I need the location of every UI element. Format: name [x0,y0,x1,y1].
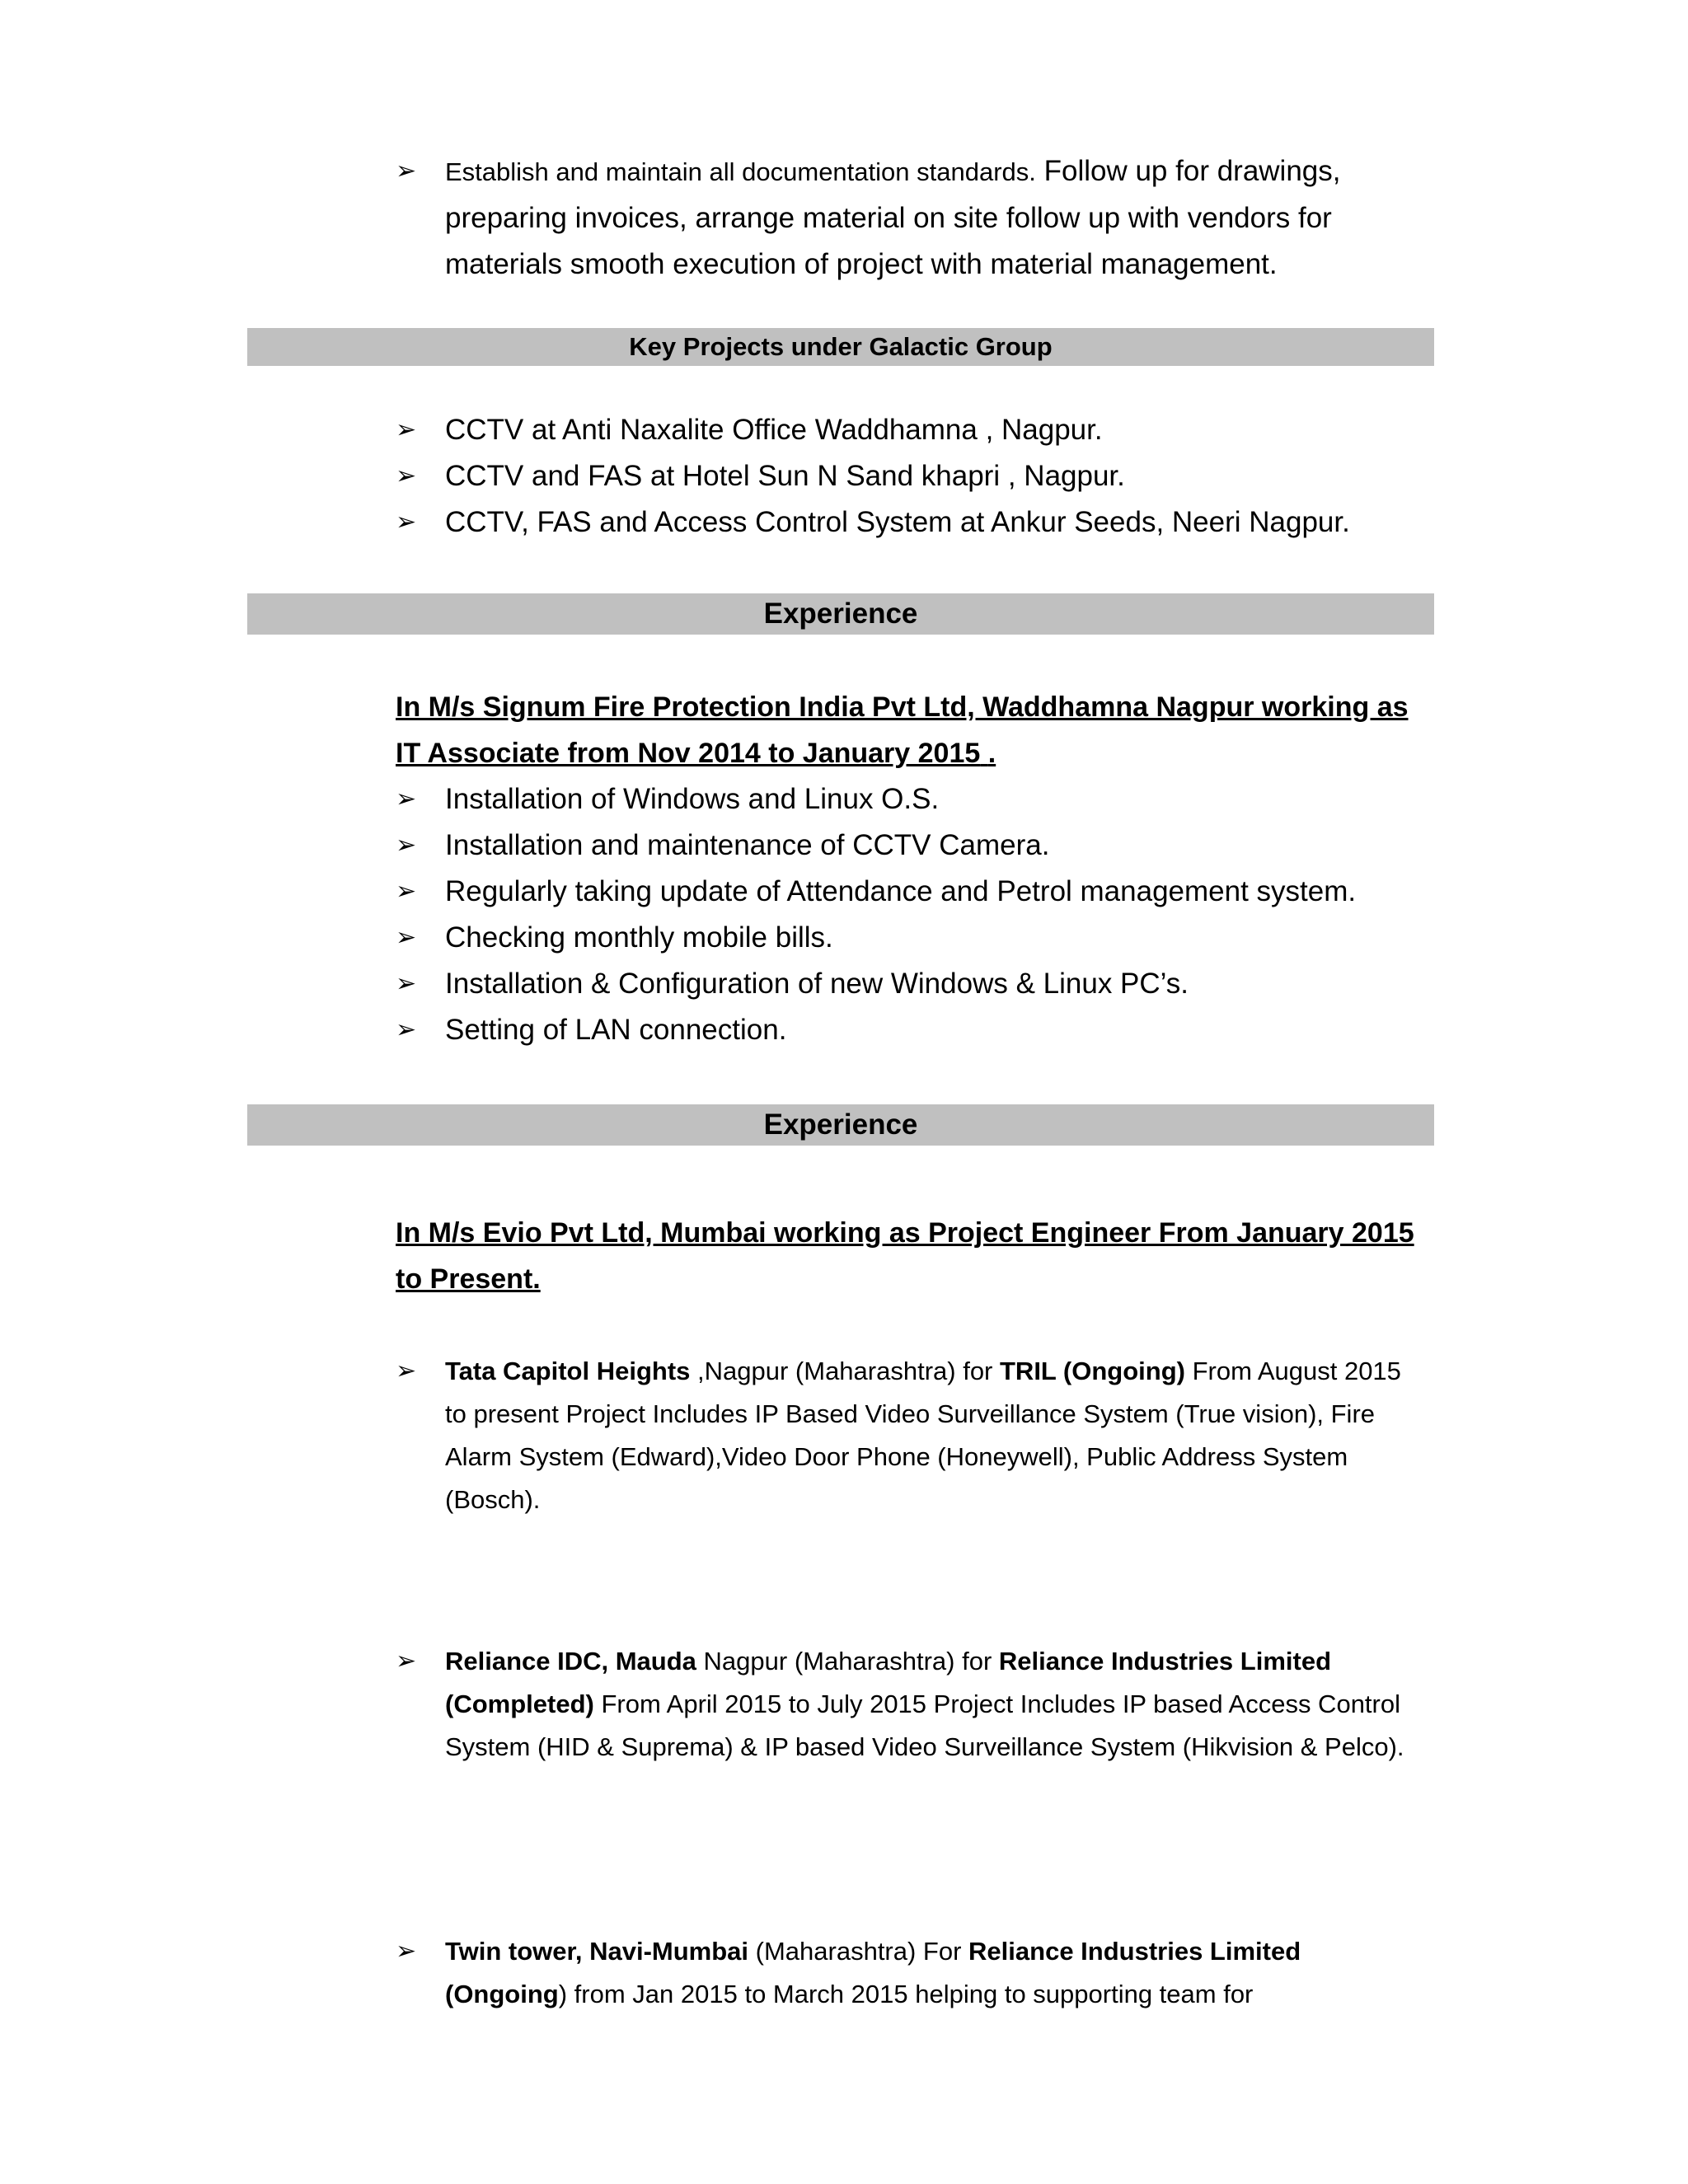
experience-band: Experience [247,1104,1434,1146]
key-project-text: CCTV, FAS and Access Control System at Ankur Seeds, Neeri Nagpur. [445,506,1350,538]
arrow-bullet-icon: ➢ [396,1015,417,1044]
documentation-rest: Follow up for drawings, preparing invoices, arrange material on site follow up with vendors for materials smooth execution of project with material management. [445,155,1341,280]
project-mid: Nagpur (Maharashtra) for [696,1647,999,1675]
duty-item [396,915,1418,961]
key-project-item [396,407,1418,453]
duty-item [396,869,1418,915]
project-name: Tata Capitol Heights [445,1357,691,1385]
arrow-bullet-icon: ➢ [396,462,417,490]
signum-heading [396,684,1434,776]
arrow-bullet-icon: ➢ [396,785,417,813]
evio-project-item [396,1640,1418,1769]
key-projects-band: Key Projects under Galactic Group [247,328,1434,366]
project-name: Twin tower, Navi-Mumbai [445,1937,749,1966]
experience-band: Experience [247,593,1434,635]
arrow-bullet-icon: ➢ [396,831,417,860]
project-details: From April 2015 to July 2015 Project Includes IP based Access Control System (HID & Suprema) & IP based Video Surveillance System (Hikvision & Pelco). [445,1690,1404,1761]
arrow-bullet-icon: ➢ [396,923,417,952]
key-project-item [396,453,1418,499]
project-client: TRIL (Ongoing) [1000,1357,1185,1385]
evio-project-text [445,1930,1418,2016]
signum-heading-text: In M/s Signum Fire Protection India Pvt Ltd, Waddhamna Nagpur working as IT Associate from Nov 2014 to January 2015 [396,691,1409,769]
key-project-text: CCTV and FAS at Hotel Sun N Sand khapri , Nagpur. [445,460,1125,492]
documentation-bullet [396,148,1418,288]
project-mid: ,Nagpur (Maharashtra) for [690,1357,1000,1385]
duty-text: Checking monthly mobile bills. [445,921,833,954]
duty-text: Setting of LAN connection. [445,1014,787,1046]
project-client: Reliance Industries Limited (Ongoing [445,1937,1301,2008]
key-project-text: CCTV at Anti Naxalite Office Waddhamna , Nagpur. [445,414,1103,446]
evio-project-text [445,1350,1418,1521]
duty-text: Installation and maintenance of CCTV Camera. [445,829,1050,861]
duty-item [396,776,1418,823]
duty-text: Installation & Configuration of new Windows & Linux PC’s. [445,968,1189,1000]
evio-heading: In M/s Evio Pvt Ltd, Mumbai working as Project Engineer From January 2015 to Present. [396,1217,1414,1295]
project-mid: (Maharashtra) For [748,1937,969,1966]
project-details: From August 2015 to present Project Includes IP Based Video Surveillance System (True vision), Fire Alarm System (Edward),Video Door Phone (Honeywell), Public Address System (Bosch). [445,1357,1401,1514]
arrow-bullet-icon: ➢ [396,969,417,998]
duty-item [396,823,1418,869]
duty-text: Regularly taking update of Attendance and Petrol management system. [445,875,1357,907]
documentation-text [445,148,1418,288]
duty-item [396,1007,1418,1053]
signum-heading-end: . [987,738,996,769]
key-project-item [396,499,1418,546]
arrow-bullet-icon: ➢ [396,877,417,906]
duty-item [396,961,1418,1007]
arrow-bullet-icon: ➢ [396,157,417,185]
arrow-bullet-icon: ➢ [396,1647,417,1675]
arrow-bullet-icon: ➢ [396,1357,417,1385]
project-details: ) from Jan 2015 to March 2015 helping to supporting team for [558,1980,1254,2008]
duty-text: Installation of Windows and Linux O.S. [445,783,940,815]
arrow-bullet-icon: ➢ [396,1937,417,1966]
arrow-bullet-icon: ➢ [396,508,417,537]
evio-project-item [396,1930,1418,2016]
project-client: Reliance Industries Limited (Completed) [445,1647,1332,1718]
evio-project-item [396,1350,1418,1521]
project-name: Reliance IDC, Mauda [445,1647,696,1675]
arrow-bullet-icon: ➢ [396,415,417,444]
evio-project-text [445,1640,1418,1769]
documentation-lead: Establish and maintain all documentation standards. [445,157,1036,186]
